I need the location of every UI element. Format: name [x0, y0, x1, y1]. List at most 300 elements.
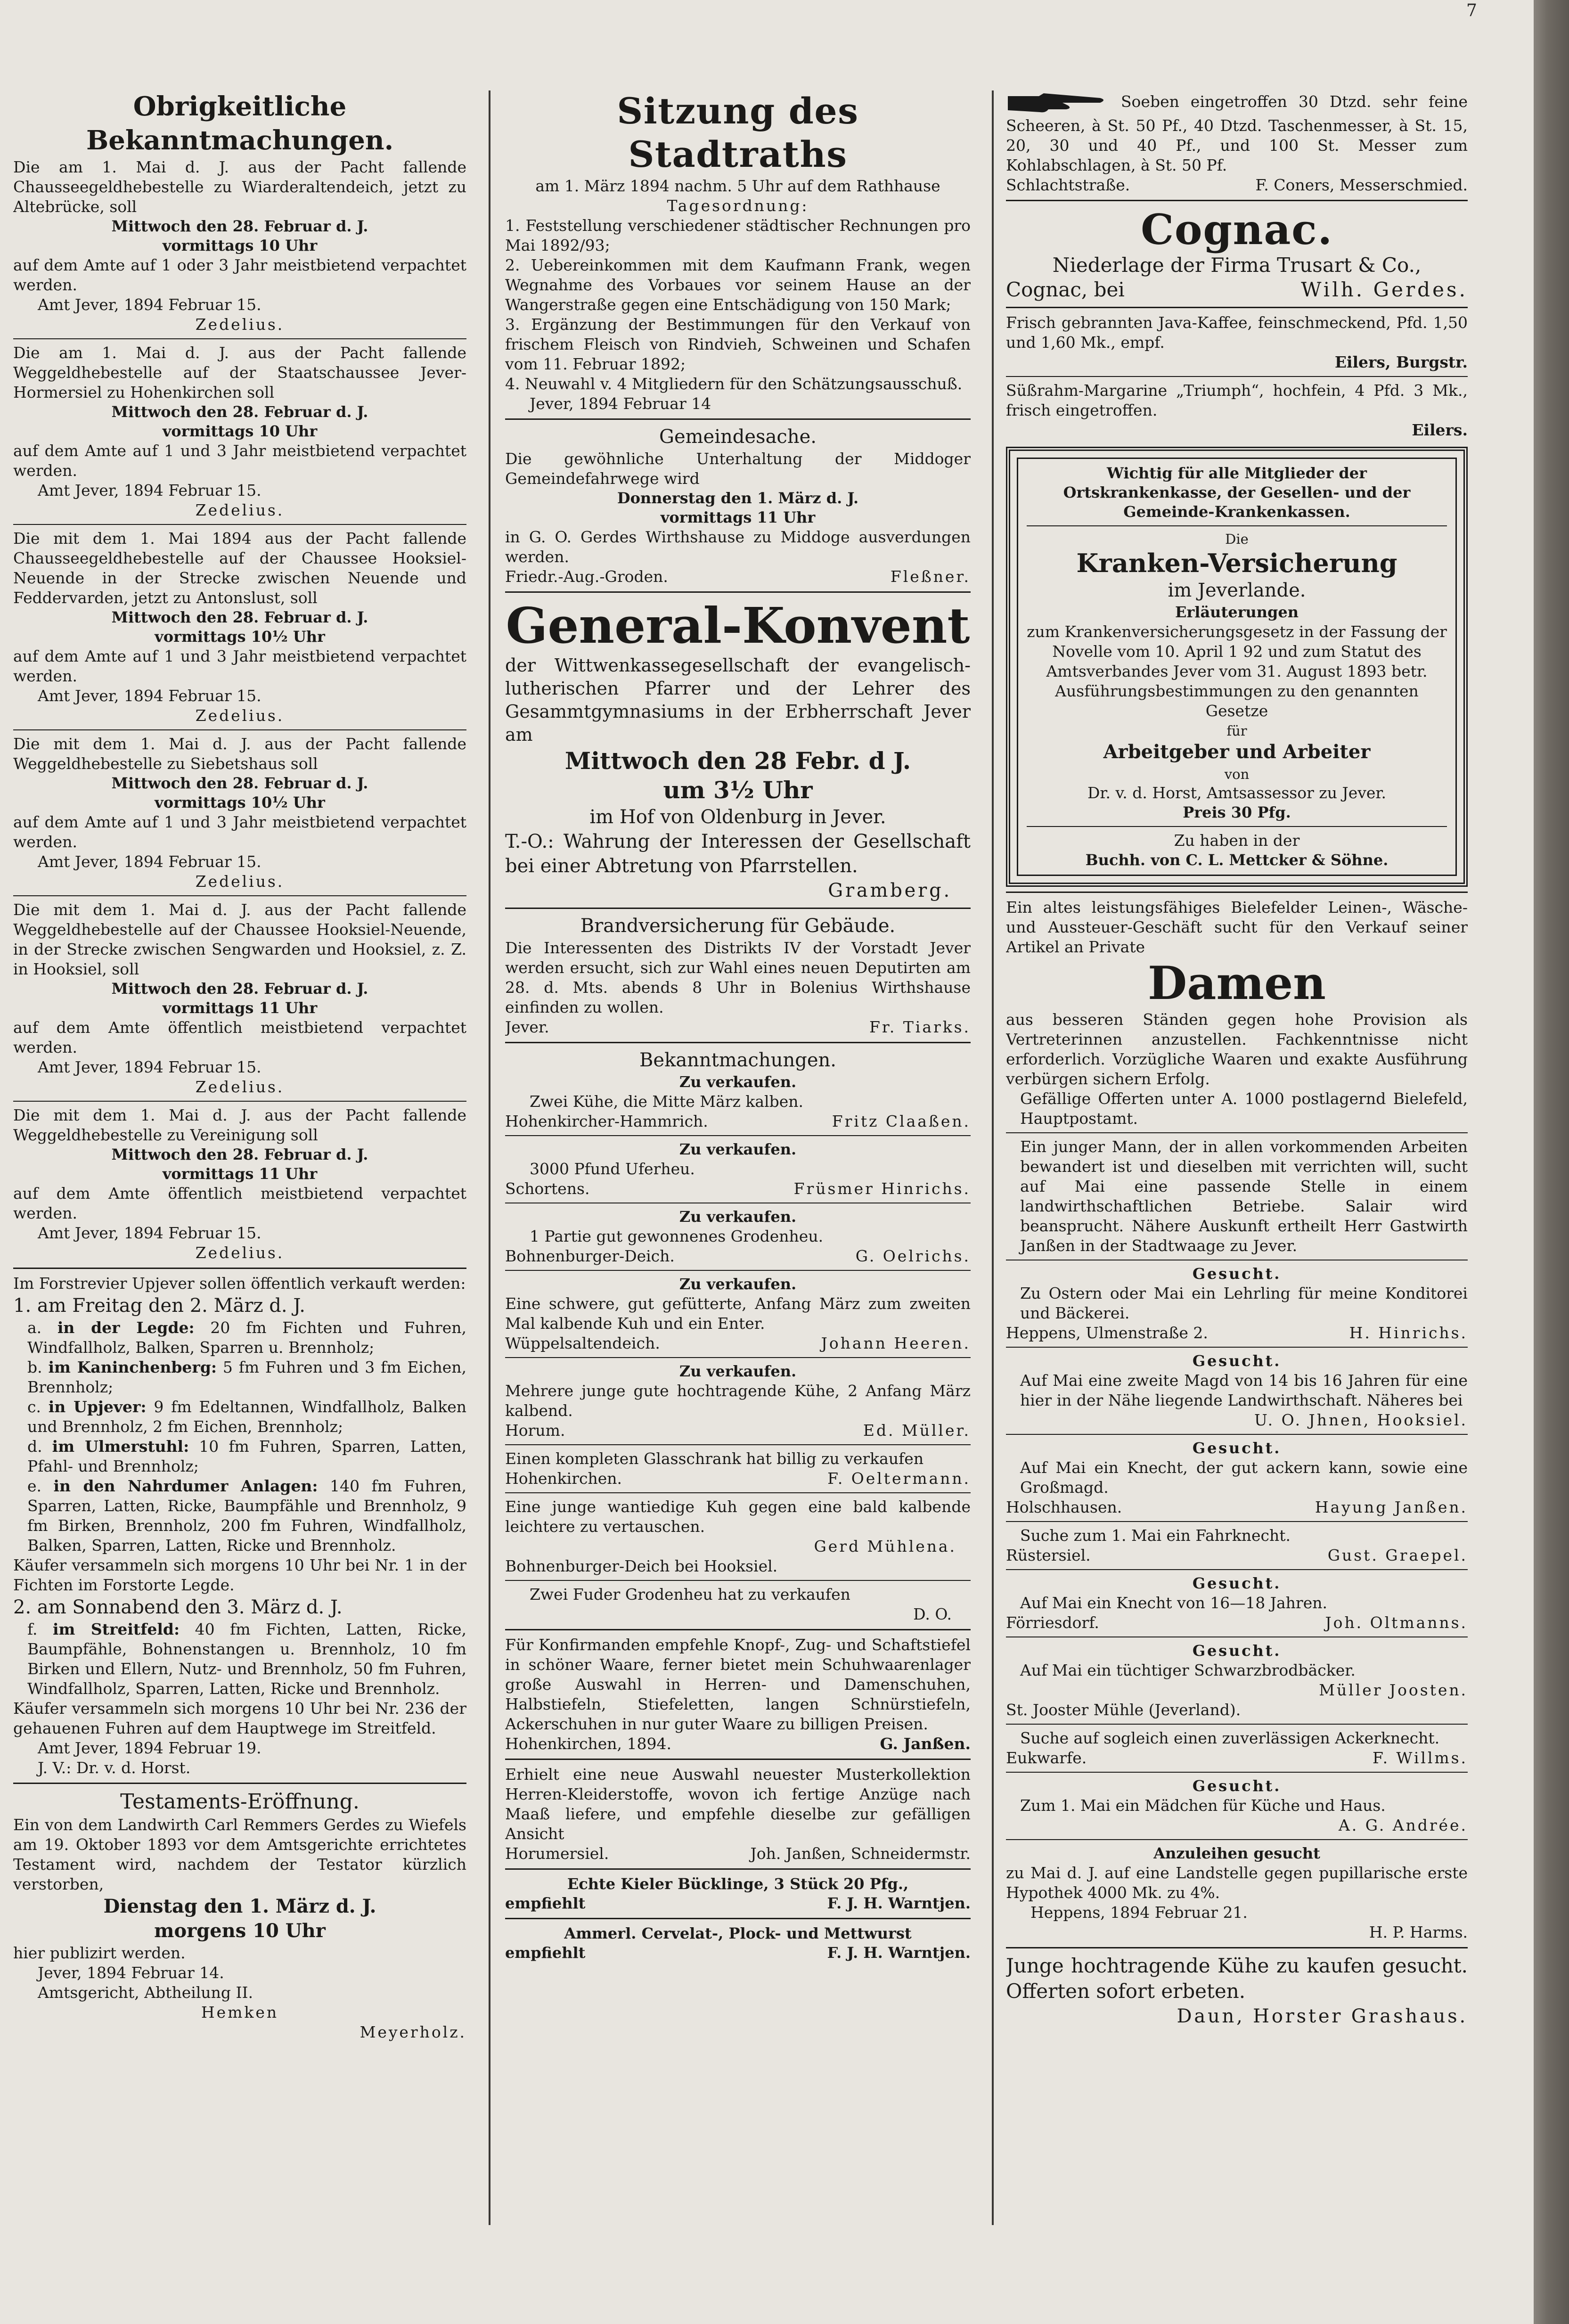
- testament-notice: [13, 1789, 466, 2042]
- anleihe-signature: H. P. Harms.: [1369, 1923, 1468, 1941]
- divider: [505, 1629, 971, 1630]
- brand-notice: [505, 914, 971, 1037]
- brand-signature: Fr. Tiarks.: [869, 1018, 971, 1036]
- kranken-erl: Erläuterungen: [1175, 603, 1299, 621]
- divider: [505, 1042, 971, 1043]
- kuehe-ad: [1006, 1953, 1468, 2029]
- item-text: 140 fm Fuhren, Sparren, Latten, Ricke, Baumpfähle und Brennholz, 9 fm Birken, Brennholz, 200 fm Fuhren, Windfallholz, Balken, Sparren, Latten, Ricke und Brennholz.: [27, 1477, 466, 1555]
- wanted-text: Auf Mai ein Knecht von 16—18 Jahren.: [1020, 1594, 1327, 1612]
- testament-place-date: Jever, 1894 Februar 14.: [38, 1964, 224, 1982]
- notice-signature: Zedelius.: [195, 315, 285, 334]
- notice-intro: Die mit dem 1. Mai d. J. aus der Pacht fallende Weggeldhebestelle zu Siebetshaus soll: [13, 735, 466, 773]
- divider: [13, 1101, 466, 1102]
- gemeinde-tail: in G. O. Gerdes Wirthshause zu Middoge ausverdungen werden.: [505, 528, 971, 566]
- divider: [505, 418, 971, 420]
- ad-footer: [505, 1844, 971, 1864]
- forest-item: [13, 1437, 466, 1476]
- notice-signature: Zedelius.: [195, 706, 285, 725]
- sale-footer: [505, 1334, 971, 1353]
- divider: [1006, 1132, 1468, 1133]
- sale-place: Hohenkircher-Hammrich.: [505, 1112, 708, 1130]
- notice-date: Mittwoch den 28. Februar d. J.: [111, 1146, 368, 1163]
- ad-text: Süßrahm-Margarine „Triumph“, hochfein, 4 Pfd. 3 Mk., frisch eingetroffen.: [1006, 381, 1468, 419]
- forest-meet: Käufer versammeln sich morgens 10 Uhr bei Nr. 1 in der Fichten im Forstorte Legde.: [13, 1556, 466, 1594]
- ad-signature: F. Coners, Messerschmied.: [1255, 176, 1468, 194]
- sale-text: Zwei Kühe, die Mitte März kalben.: [530, 1092, 804, 1111]
- ad-signature: D. O.: [913, 1605, 952, 1623]
- divider: [1006, 892, 1468, 893]
- wanted-ad: [1006, 1776, 1468, 1835]
- sale-ad: [505, 1140, 971, 1199]
- ad-text: Eine junge wantiedige Kuh gegen eine bald kalbende leichtere zu vertauschen.: [505, 1498, 971, 1536]
- kranken-avail: Zu haben in der: [1174, 831, 1300, 850]
- forest-sale: [13, 1274, 466, 1778]
- wanted-signature: H. Hinrichs.: [1349, 1324, 1468, 1342]
- testament-court: Amtsgericht, Abtheilung II.: [38, 1983, 253, 2002]
- gemeinde-notice: [505, 425, 971, 587]
- notice-body: auf dem Amte auf 1 und 3 Jahr meistbietend verpachtet werden.: [13, 647, 466, 685]
- notice-intro: Die am 1. Mai d. J. aus der Pacht fallende Weggeldhebestelle auf der Staatschaussee Jever-Hormersiel zu Hohenkirchen soll: [13, 344, 466, 401]
- wanted-text: Suche auf sogleich einen zuverlässigen Ackerknecht.: [1020, 1729, 1440, 1747]
- ad-text: Zwei Fuder Grodenheu hat zu verkaufen: [530, 1585, 850, 1604]
- forest-item: [13, 1620, 466, 1699]
- wanted-footer: [1006, 1613, 1468, 1633]
- divider: [505, 1759, 971, 1760]
- forest-item: [13, 1318, 466, 1358]
- divider: [505, 1135, 971, 1136]
- divider: [1006, 1772, 1468, 1773]
- divider: [1006, 1569, 1468, 1570]
- notice-place-date: Amt Jever, 1894 Februar 15.: [38, 481, 262, 499]
- notice-signature: Zedelius.: [195, 872, 285, 891]
- agenda-item: 1. Feststellung verschiedener städtischer Rechnungen pro Mai 1892/93;: [505, 216, 971, 254]
- ad-signature: F. J. H. Warntjen.: [827, 1944, 971, 1962]
- kranken-ad-frame: [1006, 447, 1468, 887]
- damen-body: aus besseren Ständen gegen hohe Provision als Vertreterinnen anzustellen. Fachkenntnisse nicht erforderlich. Vorzügliche Waaren und exakte Ausführung verbürgen sichern Erfolg.: [1006, 1010, 1468, 1088]
- wurst-ad: [505, 1924, 971, 1963]
- wanted-place: Förriesdorf.: [1006, 1613, 1099, 1632]
- margarine-ad: [1006, 381, 1468, 440]
- wanted-title: Gesucht.: [1192, 1777, 1282, 1795]
- section-title-official: Obrigkeitliche Bekanntmachungen.: [86, 91, 394, 156]
- damen-ad: [1006, 898, 1468, 1129]
- ad-signature: Eilers.: [1412, 421, 1468, 439]
- cognac-title: Cognac.: [1141, 205, 1333, 254]
- item-text: 10 fm Fuhren, Sparren, Latten, Pfahl- und Brennholz;: [27, 1437, 466, 1475]
- wanted-footer: [1006, 1546, 1468, 1565]
- item-place: im Kaninchenberg:: [48, 1358, 217, 1376]
- cognac-line1: Niederlage der Firma Trusart & Co.,: [1052, 254, 1422, 277]
- kuehe-signature: Daun, Horster Grashaus.: [1177, 2005, 1468, 2027]
- forest-signature: J. V.: Dr. v. d. Horst.: [38, 1759, 191, 1777]
- sale-ad: [505, 1362, 971, 1440]
- notice-place-date: Amt Jever, 1894 Februar 15.: [38, 1224, 262, 1242]
- ad-signature: Joh. Janßen, Schneidermstr.: [750, 1844, 971, 1863]
- item-place: in Upjever:: [48, 1398, 147, 1416]
- item-label: d.: [27, 1437, 42, 1456]
- column-rule-right: [992, 90, 994, 2225]
- ad-signature: G. Janßen.: [880, 1735, 971, 1753]
- notice-time: vormittags 10½ Uhr: [155, 628, 325, 646]
- divider: [13, 895, 466, 896]
- notice-signature: Zedelius.: [195, 1244, 285, 1262]
- konvent-signature: Gramberg.: [828, 880, 952, 901]
- agenda-item: 3. Ergänzung der Bestimmungen für den Verkauf von frischem Fleisch von Rindvieh, Schweinen und Schafen vom 11. Februar 1892;: [505, 315, 971, 373]
- cognac-dealer: Wilh. Gerdes.: [1301, 278, 1468, 301]
- item-text: 20 fm Fichten und Fuhren, Windfallholz, Balken, Sparren u. Brennholz;: [27, 1318, 466, 1357]
- notice-body: auf dem Amte auf 1 und 3 Jahr meistbietend verpachtet werden.: [13, 813, 466, 851]
- wanted-text: Auf Mai ein Knecht, der gut ackern kann, sowie eine Großmagd.: [1020, 1458, 1468, 1497]
- kranken-author: Dr. v. d. Horst, Amtsassessor zu Jever.: [1087, 784, 1387, 802]
- ad-signature: F. Oeltermann.: [827, 1469, 971, 1488]
- divider: [1006, 376, 1468, 377]
- kaffee-ad: [1006, 313, 1468, 372]
- sale-footer: [505, 1246, 971, 1266]
- notice-date: Mittwoch den 28. Februar d. J.: [111, 217, 368, 235]
- kranken-ab: Arbeitgeber und Arbeiter: [1103, 741, 1371, 763]
- anleihe-place-date: Heppens, 1894 Februar 21.: [1030, 1903, 1248, 1922]
- divider: [505, 1492, 971, 1493]
- konvent-notice: [505, 597, 971, 903]
- ad-place: Hohenkirchen.: [505, 1469, 622, 1488]
- divider: [13, 524, 466, 525]
- fuder-place: Bohnenburger-Deich bei Hooksiel.: [505, 1557, 778, 1575]
- gemeinde-footer: [505, 567, 971, 587]
- ad-footer: [505, 1734, 971, 1754]
- konvent-time: um 3½ Uhr: [663, 776, 813, 804]
- wanted-text: Suche zum 1. Mai ein Fahrknecht.: [1020, 1526, 1291, 1545]
- sale-text: 3000 Pfund Uferheu.: [530, 1160, 695, 1178]
- forest-item: [13, 1358, 466, 1397]
- wanted-signature: Gust. Graepel.: [1327, 1546, 1468, 1564]
- stadtrat-notice: [505, 90, 971, 414]
- sale-signature: G. Oelrichs.: [855, 1247, 971, 1265]
- ad-place: Hohenkirchen, 1894.: [505, 1735, 671, 1753]
- kranken-sub: im Jeverlande.: [1168, 580, 1306, 601]
- divider: [505, 1918, 971, 1919]
- wanted-signature: U. O. Jhnen, Hooksiel.: [1254, 1411, 1468, 1429]
- divider: [505, 1444, 971, 1445]
- sale-signature: Früsmer Hinrichs.: [793, 1179, 971, 1198]
- wanted-text: Zum 1. Mai ein Mädchen für Küche und Haus.: [1020, 1796, 1386, 1815]
- wanted-ad: [1006, 1526, 1468, 1565]
- notice-signature: Zedelius.: [195, 501, 285, 519]
- item-place: im Ulmerstuhl:: [52, 1437, 189, 1456]
- notice-time: vormittags 10½ Uhr: [155, 794, 325, 811]
- damen-offer: Gefällige Offerten unter A. 1000 postlagernd Bielefeld, Hauptpostamt.: [1020, 1089, 1468, 1128]
- agenda-item: 2. Uebereinkommen mit dem Kaufmann Frank, wegen Wegnahme des Vorbaues vor seinem Hause an der Wangerstraße gegen eine Entschädigung von 150 Mark;: [505, 256, 971, 314]
- sale-footer: [505, 1179, 971, 1199]
- wanted-ad: [1006, 1641, 1468, 1720]
- brand-place: Jever.: [505, 1018, 549, 1036]
- wanted-signature: Hayung Janßen.: [1315, 1498, 1468, 1516]
- cognac-place: Cognac, bei: [1006, 278, 1125, 301]
- divider: [505, 908, 971, 909]
- konvent-place: im Hof von Oldenburg in Jever.: [589, 806, 886, 828]
- messer-text: [1006, 90, 1468, 175]
- pointing-hand-icon: [1006, 90, 1110, 116]
- divider: [1006, 1347, 1468, 1348]
- item-place: in den Nahrdumer Anlagen:: [53, 1477, 318, 1495]
- anleihe-text: zu Mai d. J. auf eine Landstelle gegen pupillarische erste Hypothek 4000 Mk. zu 4%.: [1006, 1864, 1468, 1902]
- ad-footer: [505, 1894, 971, 1913]
- notice-time: vormittags 10 Uhr: [162, 422, 318, 440]
- wanted-place: Heppens, Ulmenstraße 2.: [1006, 1324, 1208, 1342]
- notice-intro: Die am 1. Mai d. J. aus der Pacht fallende Chausseegeldhebestelle zu Wiarderaltendeich, jetzt zu Altebrücke, soll: [13, 158, 466, 216]
- testament-signature: Hemken: [201, 2003, 279, 2021]
- wanted-title: Gesucht.: [1192, 1574, 1282, 1592]
- notice-body: auf dem Amte öffentlich meistbietend verpachtet werden.: [13, 1184, 466, 1222]
- gemeinde-signature: Fleßner.: [890, 567, 971, 586]
- wanted-text: Zu Ostern oder Mai ein Lehrling für meine Konditorei und Bäckerei.: [1020, 1284, 1468, 1322]
- damen-intro: Ein altes leistungsfähiges Bielefelder Leinen-, Wäsche- und Aussteuer-Geschäft sucht für den Verkauf seiner Artikel an Private: [1006, 898, 1468, 956]
- testament-time: morgens 10 Uhr: [154, 1920, 326, 1942]
- notice-time: vormittags 11 Uhr: [162, 1165, 318, 1183]
- sale-title: Zu verkaufen.: [679, 1208, 797, 1226]
- sale-place: Wüppelsaltendeich.: [505, 1334, 660, 1352]
- sale-title: Zu verkaufen.: [679, 1073, 797, 1091]
- kranken-head: Wichtig für alle Mitglieder der Ortskrankenkasse, der Gesellen- und der Gemeinde-Krankenkassen.: [1063, 464, 1411, 521]
- forest-intro: Im Forstrevier Upjever sollen öffentlich verkauft werden:: [13, 1274, 466, 1293]
- divider: [505, 1580, 971, 1581]
- stadtrat-agenda-label: Tagesordnung:: [667, 196, 809, 215]
- sale-place: Horum.: [505, 1421, 565, 1440]
- brand-footer: [505, 1017, 971, 1037]
- konvent-body: der Wittwenkassegesellschaft der evangelisch-lutherischen Pfarrer und der Lehrer des Gesammtgymnasiums in der Erbherrschaft Jever am: [505, 655, 971, 745]
- notice: [13, 1105, 466, 1263]
- kuh-ad: [505, 1497, 971, 1576]
- ad-signature: F. J. H. Warntjen.: [827, 1894, 971, 1912]
- kranken-von: von: [1224, 766, 1250, 782]
- gemeinde-title: Gemeindesache.: [659, 426, 817, 448]
- divider: [1027, 525, 1447, 526]
- ad-place: Schlachtstraße.: [1006, 176, 1130, 194]
- divider: [1006, 1724, 1468, 1725]
- wanted-title: Gesucht.: [1192, 1352, 1282, 1370]
- ad-label: empfiehlt: [505, 1894, 586, 1912]
- wanted-footer: [1006, 1748, 1468, 1768]
- messer-ad: [1006, 90, 1468, 195]
- glasschrank-ad: [505, 1449, 971, 1489]
- forest-day2: 2. am Sonnabend den 3. März d. J.: [13, 1596, 343, 1618]
- section-title-bekanntmachungen: Bekanntmachungen.: [639, 1049, 836, 1071]
- testament-tail: hier publizirt werden.: [13, 1944, 186, 1962]
- notice-body: auf dem Amte öffentlich meistbietend verpachtet werden.: [13, 1018, 466, 1056]
- notice: [13, 157, 466, 335]
- sale-signature: Fritz Claaßen.: [832, 1112, 971, 1130]
- wanted-ad: [1006, 1439, 1468, 1517]
- notice: [13, 529, 466, 726]
- messer-body: Soeben eingetroffen 30 Dtzd. sehr feine Scheeren, à St. 50 Pf., 40 Dtzd. Taschenmesser, à St. 15, 20, 30 und 40 Pf., und 100 St. Messer zum Kohlabschlagen, à St. 50 Pf.: [1006, 92, 1468, 174]
- kranken-fuer: für: [1226, 723, 1247, 739]
- column-right: [1006, 90, 1468, 2229]
- ad-label: empfiehlt: [505, 1944, 586, 1962]
- wanted-place: Eukwarfe.: [1006, 1749, 1087, 1767]
- divider: [1006, 1521, 1468, 1522]
- divider: [1027, 826, 1447, 827]
- kranken-shop: Buchh. von C. L. Mettcker & Söhne.: [1085, 851, 1389, 869]
- divider: [13, 338, 466, 339]
- wanted-place: Rüstersiel.: [1006, 1546, 1091, 1564]
- sale-title: Zu verkaufen.: [679, 1275, 797, 1293]
- cognac-ad: [1006, 206, 1468, 302]
- wanted-footer: [1006, 1323, 1468, 1343]
- ad-signature: Gerd Mühlena.: [814, 1537, 956, 1555]
- sale-signature: Ed. Müller.: [863, 1421, 971, 1440]
- wanted-signature: Müller Joosten.: [1319, 1681, 1468, 1699]
- item-label: e.: [27, 1477, 42, 1495]
- item-label: a.: [27, 1318, 42, 1337]
- gemeinde-time: vormittags 11 Uhr: [660, 508, 816, 526]
- ad-place: Horumersiel.: [505, 1844, 609, 1863]
- divider: [505, 591, 971, 593]
- notice-intro: Die mit dem 1. Mai d. J. aus der Pacht fallende Weggeldhebestelle auf der Chaussee Hooksiel-Neuende, in der Strecke zwischen Sengwarden und Hooksiel, z. Z. in Hooksiel, soll: [13, 900, 466, 978]
- divider: [505, 1868, 971, 1870]
- anleihe-title: Anzuleihen gesucht: [1153, 1844, 1320, 1862]
- konvent-date: Mittwoch den 28 Febr. d J.: [564, 747, 911, 775]
- wanted-ad: [1006, 1264, 1468, 1343]
- schneider-ad: [505, 1765, 971, 1864]
- divider: [1006, 1839, 1468, 1840]
- sale-text: 1 Partie gut gewonnenes Grodenheu.: [530, 1227, 824, 1245]
- item-label: c.: [27, 1398, 41, 1416]
- notice-date: Mittwoch den 28. Februar d. J.: [111, 403, 368, 421]
- item-place: im Streitfeld:: [53, 1620, 180, 1638]
- page-number: 7: [1466, 1, 1477, 20]
- notice: [13, 343, 466, 520]
- sale-signature: Johann Heeren.: [821, 1334, 971, 1352]
- sale-title: Zu verkaufen.: [679, 1140, 797, 1158]
- wanted-text: Auf Mai eine zweite Magd von 14 bis 16 Jahren für eine hier in der Nähe liegende Landwirthschaft. Näheres bei: [1020, 1371, 1468, 1409]
- testament-title: Testaments-Eröffnung.: [120, 1790, 360, 1814]
- gemeinde-date: Donnerstag den 1. März d. J.: [617, 489, 859, 507]
- notice-place-date: Amt Jever, 1894 Februar 15.: [38, 295, 262, 314]
- notice-time: vormittags 10 Uhr: [162, 237, 318, 254]
- notice: [13, 734, 466, 892]
- gemeinde-body: Die gewöhnliche Unterhaltung der Middoger Gemeindefahrwege wird: [505, 450, 971, 488]
- divider: [13, 1783, 466, 1784]
- brand-body: Die Interessenten des Distrikts IV der Vorstadt Jever werden ersucht, sich zur Wahl eines neuen Deputirten am 28. d. Mts. abends 8 Uhr in Bolenius Wirthshause einfinden zu wollen.: [505, 939, 971, 1016]
- wanted-title: Gesucht.: [1192, 1642, 1282, 1660]
- wanted-signature: Joh. Oltmanns.: [1325, 1613, 1468, 1632]
- sale-ad: [505, 1072, 971, 1131]
- scan-edge: [1534, 0, 1569, 2324]
- notice-date: Mittwoch den 28. Februar d. J.: [111, 980, 368, 998]
- stadtrat-title: Sitzung des Stadtraths: [617, 90, 859, 175]
- notice-place-date: Amt Jever, 1894 Februar 15.: [38, 687, 262, 705]
- sale-title: Zu verkaufen.: [679, 1362, 797, 1380]
- brand-title: Brandversicherung für Gebäude.: [580, 915, 896, 937]
- wanted-ad: [1006, 1351, 1468, 1430]
- kranken-the: Die: [1225, 531, 1249, 547]
- schneider-body: Erhielt eine neue Auswahl neuester Musterkollektion Herren-Kleiderstoffe, wovon ich fertige Anzüge nach Maaß liefere, und empfehle dieselbe zur gefälligen Ansicht: [505, 1765, 971, 1843]
- ad-text: Echte Kieler Bücklinge, 3 Stück 20 Pfg.,: [567, 1875, 909, 1893]
- fuder-ad: [505, 1585, 971, 1624]
- wanted-place: St. Jooster Mühle (Jeverland).: [1006, 1701, 1241, 1719]
- ad-text: Einen kompleten Glasschrank hat billig zu verkaufen: [505, 1449, 924, 1468]
- wanted-ad: [1006, 1728, 1468, 1768]
- divider: [1006, 1434, 1468, 1435]
- sale-place: Bohnenburger-Deich.: [505, 1247, 675, 1265]
- notice-date: Mittwoch den 28. Februar d. J.: [111, 774, 368, 792]
- item-label: f.: [27, 1620, 38, 1638]
- divider: [505, 1270, 971, 1271]
- schuh-ad: [505, 1635, 971, 1754]
- divider: [1006, 307, 1468, 308]
- sale-text: Mehrere junge gute hochtragende Kühe, 2 Anfang März kalbend.: [505, 1382, 971, 1420]
- forest-meet: Käufer versammeln sich morgens 10 Uhr bei Nr. 236 der gehauenen Fuhren auf dem Hauptwege im Streitfeld.: [13, 1699, 466, 1737]
- notice-body: auf dem Amte auf 1 oder 3 Jahr meistbietend verpachtet werden.: [13, 256, 466, 294]
- wanted-title: Gesucht.: [1192, 1265, 1282, 1283]
- ad-footer: [1006, 175, 1468, 195]
- mann-ad: Ein junger Mann, der in allen vorkommenden Arbeiten bewandert ist und dieselben mit verrichten will, sucht auf Mai eine passende Stelle in einem landwirthschaftlichen Betriebe. Salair wird beansprucht. Nähere Auskunft ertheilt Herr Gastwirth Janßen in der Stadtwaage zu Jever.: [1020, 1137, 1468, 1255]
- notice-time: vormittags 11 Uhr: [162, 999, 318, 1017]
- divider: [1006, 200, 1468, 201]
- sale-footer: [505, 1421, 971, 1440]
- sale-place: Schortens.: [505, 1179, 590, 1198]
- ad-footer: [505, 1469, 971, 1489]
- cognac-line2: [1006, 278, 1468, 302]
- wanted-title: Gesucht.: [1192, 1439, 1282, 1457]
- wanted-ad: [1006, 1574, 1468, 1633]
- divider: [505, 1357, 971, 1358]
- sale-ad: [505, 1207, 971, 1266]
- item-place: in der Legde:: [57, 1318, 195, 1337]
- ad-text: Ammerl. Cervelat-, Plock- und Mettwurst: [564, 1924, 912, 1942]
- kranken-title: Kranken-Versicherung: [1076, 548, 1397, 578]
- anleihe-ad: [1006, 1844, 1468, 1942]
- kranken-price: Preis 30 Pfg.: [1183, 803, 1291, 821]
- divider: [1006, 1947, 1468, 1948]
- damen-title: Damen: [1148, 957, 1326, 1010]
- sale-ad: [505, 1275, 971, 1353]
- agenda-item: 4. Neuwahl v. 4 Mitgliedern für den Schätzungsausschuß.: [505, 375, 963, 393]
- forest-place-date: Amt Jever, 1894 Februar 19.: [38, 1739, 262, 1757]
- kranken-desc: zum Krankenversicherungsgesetz in der Fassung der Novelle vom 10. April 1 92 und zum Statut des Amtsverbandes Jever vom 31. August 1893 betr. Ausführungsbestimmungen zu den genannten Gesetze: [1027, 622, 1447, 720]
- item-text: 40 fm Fichten, Latten, Ricke, Baumpfähle, Bohnenstangen u. Brennholz, 10 fm Birken und Ellern, Nutz- und Brennholz, 50 fm Fuhren, Windfallholz, Sparren, Latten, Ricke und Brennholz.: [27, 1620, 466, 1698]
- ad-footer: [505, 1943, 971, 1963]
- item-text: 9 fm Edeltannen, Windfallholz, Balken und Brennholz, 2 fm Eichen, Brennholz;: [27, 1398, 466, 1436]
- kranken-ad: [1017, 458, 1457, 876]
- divider: [13, 1268, 466, 1269]
- notice: [13, 900, 466, 1097]
- gemeinde-place: Friedr.-Aug.-Groden.: [505, 567, 668, 586]
- column-left: [13, 90, 466, 2229]
- wanted-footer: [1006, 1498, 1468, 1517]
- notice-place-date: Amt Jever, 1894 Februar 15.: [38, 852, 262, 871]
- item-label: b.: [27, 1358, 42, 1376]
- konvent-agenda: T.-O.: Wahrung der Interessen der Gesellschaft bei einer Abtretung von Pfarrstellen.: [505, 831, 971, 877]
- wanted-text: Auf Mai ein tüchtiger Schwarzbrodbäcker.: [1020, 1661, 1356, 1679]
- stadtrat-place-date: Jever, 1894 Februar 14: [530, 394, 711, 413]
- buecking-ad: [505, 1874, 971, 1913]
- testament-signature: Meyerholz.: [360, 2023, 466, 2041]
- stadtrat-when: am 1. März 1894 nachm. 5 Uhr auf dem Rathhause: [535, 177, 940, 195]
- konvent-title: General-Konvent: [506, 597, 970, 655]
- kuehe-text: Junge hochtragende Kühe zu kaufen gesucht. Offerten sofort erbeten.: [1006, 1954, 1468, 2003]
- notice-place-date: Amt Jever, 1894 Februar 15.: [38, 1058, 262, 1076]
- sale-footer: [505, 1112, 971, 1131]
- divider: [13, 729, 466, 730]
- wanted-signature: F. Willms.: [1372, 1749, 1468, 1767]
- column-middle: [505, 90, 971, 2229]
- testament-body: Ein von dem Landwirth Carl Remmers Gerdes zu Wiefels am 19. Oktober 1893 vor dem Amtsgerichte errichtetes Testament wird, nachdem der Testator kürzlich verstorben,: [13, 1816, 466, 1893]
- item-text: 5 fm Fuhren und 3 fm Eichen, Brennholz;: [27, 1358, 466, 1396]
- forest-item: [13, 1476, 466, 1555]
- sale-text: Eine schwere, gut gefütterte, Anfang März zum zweiten Mal kalbende Kuh und ein Enter.: [505, 1294, 971, 1333]
- wanted-place: Holschhausen.: [1006, 1498, 1122, 1516]
- notice-body: auf dem Amte auf 1 und 3 Jahr meistbietend verpachtet werden.: [13, 442, 466, 480]
